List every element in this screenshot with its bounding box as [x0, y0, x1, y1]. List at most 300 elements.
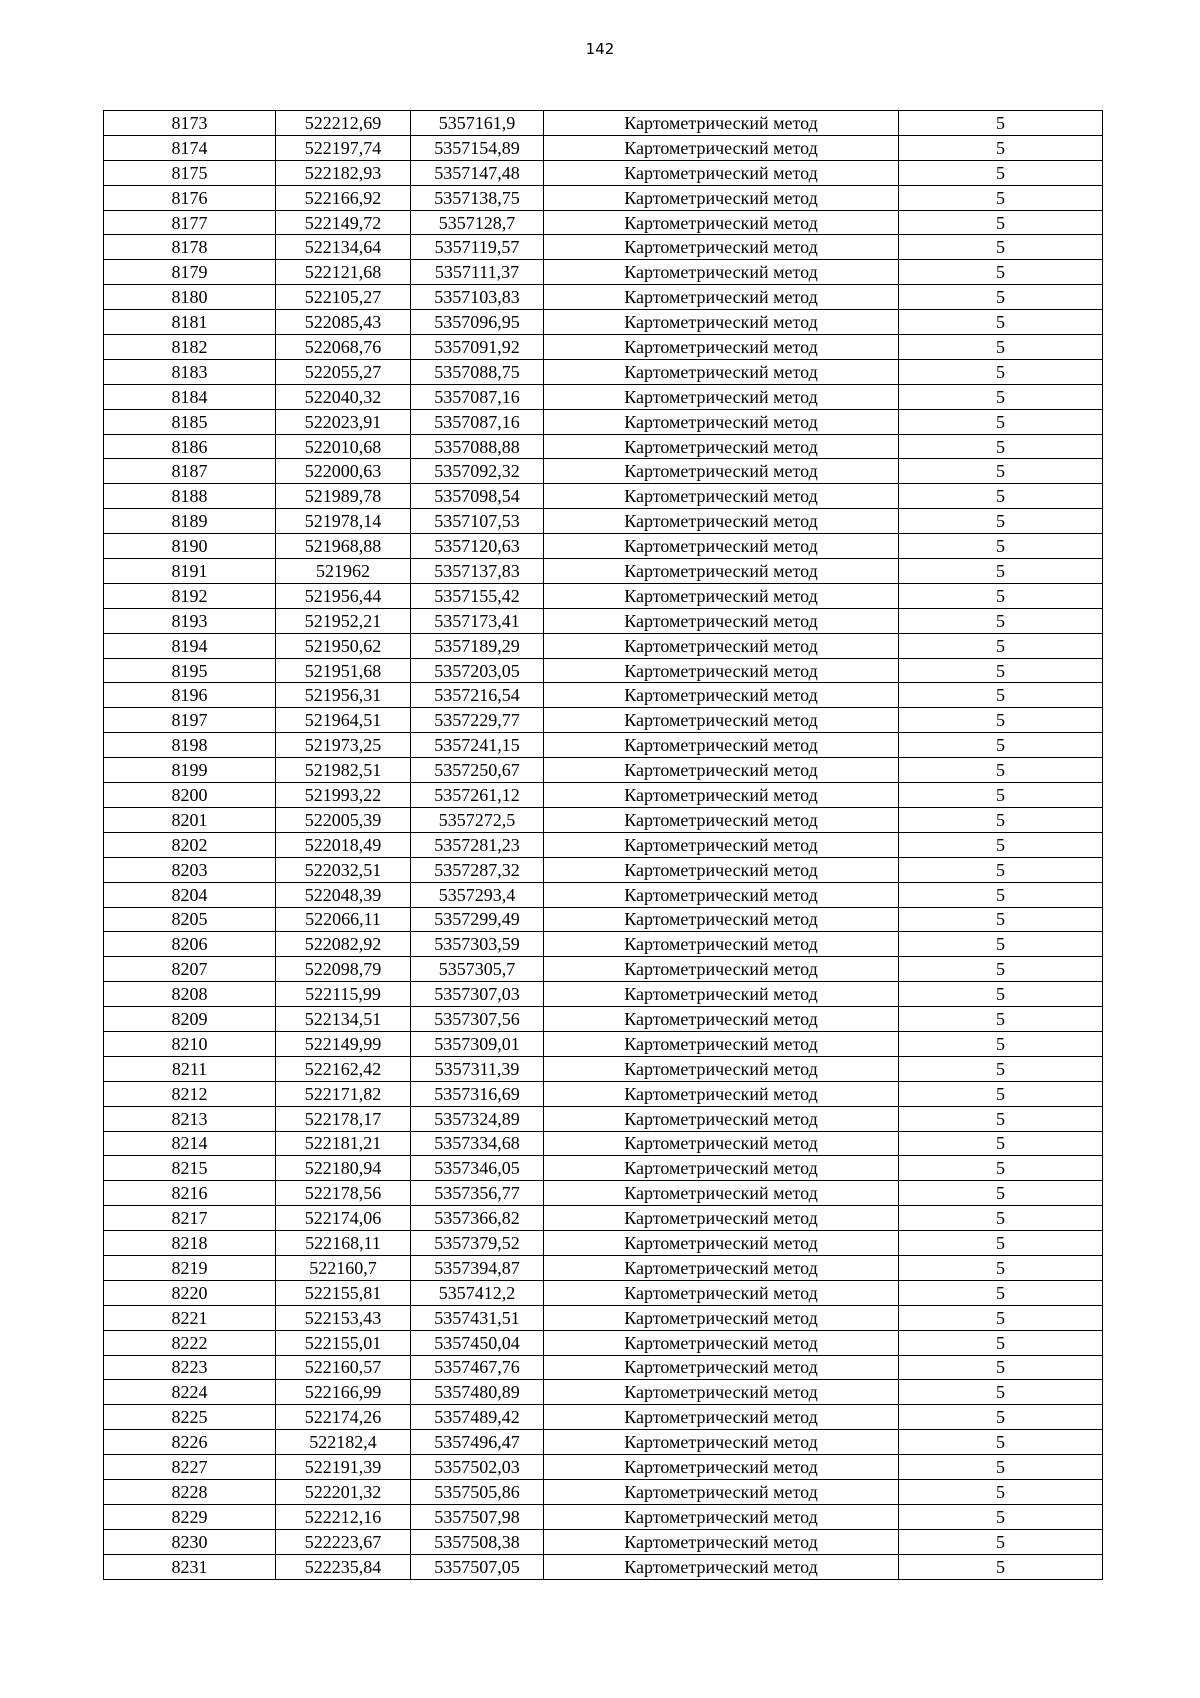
accuracy-cell: 5: [899, 857, 1103, 882]
table-row: [104, 1380, 1103, 1405]
accuracy-cell: 5: [899, 1529, 1103, 1554]
y-coordinate-cell: 5357303,59: [411, 932, 544, 957]
method-cell: Картометрический метод: [544, 1504, 899, 1529]
x-coordinate-cell: 522182,93: [276, 160, 411, 185]
table-row: [104, 534, 1103, 559]
point-number-cell: 8221: [104, 1305, 276, 1330]
x-coordinate-cell: 522174,26: [276, 1405, 411, 1430]
method-cell: Картометрический метод: [544, 1280, 899, 1305]
table-row: [104, 509, 1103, 534]
table-row: [104, 857, 1103, 882]
method-cell: Картометрический метод: [544, 260, 899, 285]
x-coordinate-cell: 521964,51: [276, 708, 411, 733]
accuracy-cell: 5: [899, 957, 1103, 982]
y-coordinate-cell: 5357379,52: [411, 1231, 544, 1256]
point-number-cell: 8174: [104, 135, 276, 160]
y-coordinate-cell: 5357147,48: [411, 160, 544, 185]
x-coordinate-cell: 522055,27: [276, 359, 411, 384]
method-cell: Картометрический метод: [544, 484, 899, 509]
point-number-cell: 8209: [104, 1007, 276, 1032]
point-number-cell: 8217: [104, 1206, 276, 1231]
point-number-cell: 8192: [104, 583, 276, 608]
y-coordinate-cell: 5357098,54: [411, 484, 544, 509]
table-row: [104, 832, 1103, 857]
point-number-cell: 8185: [104, 409, 276, 434]
point-number-cell: 8187: [104, 459, 276, 484]
point-number-cell: 8198: [104, 733, 276, 758]
table-row: [104, 1156, 1103, 1181]
point-number-cell: 8229: [104, 1504, 276, 1529]
method-cell: Картометрический метод: [544, 1554, 899, 1579]
x-coordinate-cell: 521951,68: [276, 658, 411, 683]
method-cell: Картометрический метод: [544, 1181, 899, 1206]
accuracy-cell: 5: [899, 260, 1103, 285]
point-number-cell: 8206: [104, 932, 276, 957]
accuracy-cell: 5: [899, 1554, 1103, 1579]
point-number-cell: 8212: [104, 1081, 276, 1106]
accuracy-cell: 5: [899, 583, 1103, 608]
method-cell: Картометрический метод: [544, 1131, 899, 1156]
accuracy-cell: 5: [899, 683, 1103, 708]
y-coordinate-cell: 5357505,86: [411, 1479, 544, 1504]
method-cell: Картометрический метод: [544, 1106, 899, 1131]
method-cell: Картометрический метод: [544, 633, 899, 658]
y-coordinate-cell: 5357087,16: [411, 384, 544, 409]
accuracy-cell: 5: [899, 509, 1103, 534]
point-number-cell: 8207: [104, 957, 276, 982]
method-cell: Картометрический метод: [544, 1355, 899, 1380]
y-coordinate-cell: 5357450,04: [411, 1330, 544, 1355]
accuracy-cell: 5: [899, 235, 1103, 260]
point-number-cell: 8184: [104, 384, 276, 409]
accuracy-cell: 5: [899, 210, 1103, 235]
accuracy-cell: 5: [899, 1181, 1103, 1206]
y-coordinate-cell: 5357394,87: [411, 1255, 544, 1280]
x-coordinate-cell: 522066,11: [276, 907, 411, 932]
table-row: [104, 758, 1103, 783]
y-coordinate-cell: 5357431,51: [411, 1305, 544, 1330]
method-cell: Картометрический метод: [544, 1330, 899, 1355]
point-number-cell: 8181: [104, 310, 276, 335]
method-cell: Картометрический метод: [544, 1007, 899, 1032]
accuracy-cell: 5: [899, 285, 1103, 310]
table-row: [104, 559, 1103, 584]
x-coordinate-cell: 522134,51: [276, 1007, 411, 1032]
x-coordinate-cell: 522197,74: [276, 135, 411, 160]
accuracy-cell: 5: [899, 832, 1103, 857]
y-coordinate-cell: 5357366,82: [411, 1206, 544, 1231]
method-cell: Картометрический метод: [544, 335, 899, 360]
table-row: [104, 733, 1103, 758]
x-coordinate-cell: 522000,63: [276, 459, 411, 484]
method-cell: Картометрический метод: [544, 285, 899, 310]
accuracy-cell: 5: [899, 1280, 1103, 1305]
method-cell: Картометрический метод: [544, 1455, 899, 1480]
method-cell: Картометрический метод: [544, 957, 899, 982]
point-number-cell: 8218: [104, 1231, 276, 1256]
table-row: [104, 1106, 1103, 1131]
y-coordinate-cell: 5357241,15: [411, 733, 544, 758]
accuracy-cell: 5: [899, 1504, 1103, 1529]
y-coordinate-cell: 5357309,01: [411, 1031, 544, 1056]
method-cell: Картометрический метод: [544, 459, 899, 484]
accuracy-cell: 5: [899, 658, 1103, 683]
table-row: [104, 1330, 1103, 1355]
x-coordinate-cell: 522134,64: [276, 235, 411, 260]
accuracy-cell: 5: [899, 1131, 1103, 1156]
accuracy-cell: 5: [899, 882, 1103, 907]
x-coordinate-cell: 522182,4: [276, 1430, 411, 1455]
x-coordinate-cell: 522085,43: [276, 310, 411, 335]
point-number-cell: 8194: [104, 633, 276, 658]
point-number-cell: 8202: [104, 832, 276, 857]
y-coordinate-cell: 5357311,39: [411, 1056, 544, 1081]
accuracy-cell: 5: [899, 310, 1103, 335]
method-cell: Картометрический метод: [544, 559, 899, 584]
method-cell: Картометрический метод: [544, 384, 899, 409]
y-coordinate-cell: 5357412,2: [411, 1280, 544, 1305]
table-row: [104, 1007, 1103, 1032]
accuracy-cell: 5: [899, 1305, 1103, 1330]
table-row: [104, 210, 1103, 235]
method-cell: Картометрический метод: [544, 932, 899, 957]
method-cell: Картометрический метод: [544, 135, 899, 160]
accuracy-cell: 5: [899, 434, 1103, 459]
table-row: [104, 1479, 1103, 1504]
accuracy-cell: 5: [899, 409, 1103, 434]
method-cell: Картометрический метод: [544, 857, 899, 882]
x-coordinate-cell: 522115,99: [276, 982, 411, 1007]
method-cell: Картометрический метод: [544, 783, 899, 808]
table-row: [104, 683, 1103, 708]
point-number-cell: 8225: [104, 1405, 276, 1430]
y-coordinate-cell: 5357507,98: [411, 1504, 544, 1529]
x-coordinate-cell: 522155,01: [276, 1330, 411, 1355]
table-row: [104, 1529, 1103, 1554]
point-number-cell: 8219: [104, 1255, 276, 1280]
accuracy-cell: 5: [899, 807, 1103, 832]
accuracy-cell: 5: [899, 1231, 1103, 1256]
accuracy-cell: 5: [899, 359, 1103, 384]
y-coordinate-cell: 5357281,23: [411, 832, 544, 857]
y-coordinate-cell: 5357467,76: [411, 1355, 544, 1380]
y-coordinate-cell: 5357119,57: [411, 235, 544, 260]
y-coordinate-cell: 5357088,88: [411, 434, 544, 459]
table-row: [104, 384, 1103, 409]
y-coordinate-cell: 5357128,7: [411, 210, 544, 235]
y-coordinate-cell: 5357120,63: [411, 534, 544, 559]
table-row: [104, 1206, 1103, 1231]
method-cell: Картометрический метод: [544, 832, 899, 857]
table-row: [104, 285, 1103, 310]
table-row: [104, 982, 1103, 1007]
y-coordinate-cell: 5357489,42: [411, 1405, 544, 1430]
table-row: [104, 1305, 1103, 1330]
method-cell: Картометрический метод: [544, 1380, 899, 1405]
x-coordinate-cell: 522018,49: [276, 832, 411, 857]
x-coordinate-cell: 522162,42: [276, 1056, 411, 1081]
y-coordinate-cell: 5357216,54: [411, 683, 544, 708]
accuracy-cell: 5: [899, 1405, 1103, 1430]
y-coordinate-cell: 5357161,9: [411, 111, 544, 136]
accuracy-cell: 5: [899, 160, 1103, 185]
x-coordinate-cell: 522178,56: [276, 1181, 411, 1206]
x-coordinate-cell: 522168,11: [276, 1231, 411, 1256]
y-coordinate-cell: 5357502,03: [411, 1455, 544, 1480]
table-row: [104, 135, 1103, 160]
x-coordinate-cell: 521956,31: [276, 683, 411, 708]
point-number-cell: 8211: [104, 1056, 276, 1081]
point-number-cell: 8186: [104, 434, 276, 459]
method-cell: Картометрический метод: [544, 1255, 899, 1280]
table-row: [104, 260, 1103, 285]
accuracy-cell: 5: [899, 608, 1103, 633]
point-number-cell: 8190: [104, 534, 276, 559]
x-coordinate-cell: 522235,84: [276, 1554, 411, 1579]
y-coordinate-cell: 5357250,67: [411, 758, 544, 783]
table-row: [104, 434, 1103, 459]
accuracy-cell: 5: [899, 1007, 1103, 1032]
accuracy-cell: 5: [899, 708, 1103, 733]
y-coordinate-cell: 5357107,53: [411, 509, 544, 534]
table-row: [104, 583, 1103, 608]
y-coordinate-cell: 5357229,77: [411, 708, 544, 733]
x-coordinate-cell: 522160,57: [276, 1355, 411, 1380]
point-number-cell: 8213: [104, 1106, 276, 1131]
table-row: [104, 1280, 1103, 1305]
y-coordinate-cell: 5357154,89: [411, 135, 544, 160]
x-coordinate-cell: 521952,21: [276, 608, 411, 633]
point-number-cell: 8227: [104, 1455, 276, 1480]
x-coordinate-cell: 521968,88: [276, 534, 411, 559]
accuracy-cell: 5: [899, 907, 1103, 932]
table-row: [104, 335, 1103, 360]
y-coordinate-cell: 5357091,92: [411, 335, 544, 360]
point-number-cell: 8205: [104, 907, 276, 932]
x-coordinate-cell: 522105,27: [276, 285, 411, 310]
accuracy-cell: 5: [899, 534, 1103, 559]
accuracy-cell: 5: [899, 1081, 1103, 1106]
x-coordinate-cell: 522048,39: [276, 882, 411, 907]
method-cell: Картометрический метод: [544, 111, 899, 136]
x-coordinate-cell: 522040,32: [276, 384, 411, 409]
x-coordinate-cell: 522166,92: [276, 185, 411, 210]
accuracy-cell: 5: [899, 932, 1103, 957]
table-row: [104, 1081, 1103, 1106]
y-coordinate-cell: 5357507,05: [411, 1554, 544, 1579]
method-cell: Картометрический метод: [544, 1405, 899, 1430]
table-row: [104, 1504, 1103, 1529]
x-coordinate-cell: 522149,99: [276, 1031, 411, 1056]
point-number-cell: 8208: [104, 982, 276, 1007]
y-coordinate-cell: 5357111,37: [411, 260, 544, 285]
y-coordinate-cell: 5357103,83: [411, 285, 544, 310]
x-coordinate-cell: 522174,06: [276, 1206, 411, 1231]
x-coordinate-cell: 522121,68: [276, 260, 411, 285]
point-number-cell: 8223: [104, 1355, 276, 1380]
point-number-cell: 8197: [104, 708, 276, 733]
x-coordinate-cell: 521950,62: [276, 633, 411, 658]
point-number-cell: 8193: [104, 608, 276, 633]
method-cell: Картометрический метод: [544, 359, 899, 384]
x-coordinate-cell: 522171,82: [276, 1081, 411, 1106]
y-coordinate-cell: 5357096,95: [411, 310, 544, 335]
page-number: 142: [585, 40, 615, 58]
x-coordinate-cell: 522201,32: [276, 1479, 411, 1504]
point-number-cell: 8214: [104, 1131, 276, 1156]
point-number-cell: 8177: [104, 210, 276, 235]
table-row: [104, 807, 1103, 832]
x-coordinate-cell: 522010,68: [276, 434, 411, 459]
accuracy-cell: 5: [899, 135, 1103, 160]
x-coordinate-cell: 522223,67: [276, 1529, 411, 1554]
point-number-cell: 8175: [104, 160, 276, 185]
table-row: [104, 1455, 1103, 1480]
x-coordinate-cell: 522068,76: [276, 335, 411, 360]
method-cell: Картометрический метод: [544, 1206, 899, 1231]
method-cell: Картометрический метод: [544, 583, 899, 608]
x-coordinate-cell: 522153,43: [276, 1305, 411, 1330]
y-coordinate-cell: 5357334,68: [411, 1131, 544, 1156]
point-number-cell: 8230: [104, 1529, 276, 1554]
accuracy-cell: 5: [899, 1031, 1103, 1056]
x-coordinate-cell: 522149,72: [276, 210, 411, 235]
y-coordinate-cell: 5357261,12: [411, 783, 544, 808]
accuracy-cell: 5: [899, 559, 1103, 584]
point-number-cell: 8178: [104, 235, 276, 260]
method-cell: Картометрический метод: [544, 758, 899, 783]
method-cell: Картометрический метод: [544, 807, 899, 832]
method-cell: Картометрический метод: [544, 1156, 899, 1181]
y-coordinate-cell: 5357189,29: [411, 633, 544, 658]
accuracy-cell: 5: [899, 633, 1103, 658]
table-row: [104, 1554, 1103, 1579]
table-row: [104, 932, 1103, 957]
table-row: [104, 882, 1103, 907]
y-coordinate-cell: 5357173,41: [411, 608, 544, 633]
accuracy-cell: 5: [899, 384, 1103, 409]
point-number-cell: 8176: [104, 185, 276, 210]
table-row: [104, 1405, 1103, 1430]
point-number-cell: 8200: [104, 783, 276, 808]
y-coordinate-cell: 5357203,05: [411, 658, 544, 683]
point-number-cell: 8188: [104, 484, 276, 509]
method-cell: Картометрический метод: [544, 210, 899, 235]
x-coordinate-cell: 522178,17: [276, 1106, 411, 1131]
y-coordinate-cell: 5357496,47: [411, 1430, 544, 1455]
method-cell: Картометрический метод: [544, 882, 899, 907]
point-number-cell: 8224: [104, 1380, 276, 1405]
point-number-cell: 8204: [104, 882, 276, 907]
point-number-cell: 8231: [104, 1554, 276, 1579]
table-row: [104, 409, 1103, 434]
point-number-cell: 8183: [104, 359, 276, 384]
y-coordinate-cell: 5357272,5: [411, 807, 544, 832]
point-number-cell: 8180: [104, 285, 276, 310]
y-coordinate-cell: 5357508,38: [411, 1529, 544, 1554]
method-cell: Картометрический метод: [544, 982, 899, 1007]
point-number-cell: 8201: [104, 807, 276, 832]
y-coordinate-cell: 5357324,89: [411, 1106, 544, 1131]
x-coordinate-cell: 521989,78: [276, 484, 411, 509]
method-cell: Картометрический метод: [544, 235, 899, 260]
point-number-cell: 8191: [104, 559, 276, 584]
x-coordinate-cell: 522032,51: [276, 857, 411, 882]
accuracy-cell: 5: [899, 185, 1103, 210]
table-row: [104, 359, 1103, 384]
accuracy-cell: 5: [899, 459, 1103, 484]
method-cell: Картометрический метод: [544, 708, 899, 733]
x-coordinate-cell: 521978,14: [276, 509, 411, 534]
x-coordinate-cell: 522181,21: [276, 1131, 411, 1156]
point-number-cell: 8199: [104, 758, 276, 783]
x-coordinate-cell: 522166,99: [276, 1380, 411, 1405]
method-cell: Картометрический метод: [544, 434, 899, 459]
point-number-cell: 8226: [104, 1430, 276, 1455]
method-cell: Картометрический метод: [544, 160, 899, 185]
x-coordinate-cell: 522212,69: [276, 111, 411, 136]
point-number-cell: 8173: [104, 111, 276, 136]
method-cell: Картометрический метод: [544, 658, 899, 683]
y-coordinate-cell: 5357480,89: [411, 1380, 544, 1405]
point-number-cell: 8196: [104, 683, 276, 708]
point-number-cell: 8182: [104, 335, 276, 360]
table-row: [104, 160, 1103, 185]
table-row: [104, 1255, 1103, 1280]
table-row: [104, 1131, 1103, 1156]
x-coordinate-cell: 522005,39: [276, 807, 411, 832]
accuracy-cell: 5: [899, 1355, 1103, 1380]
accuracy-cell: 5: [899, 982, 1103, 1007]
coordinates-table-body: [104, 111, 1103, 1580]
y-coordinate-cell: 5357092,32: [411, 459, 544, 484]
table-row: [104, 235, 1103, 260]
y-coordinate-cell: 5357087,16: [411, 409, 544, 434]
table-row: [104, 1430, 1103, 1455]
accuracy-cell: 5: [899, 1430, 1103, 1455]
accuracy-cell: 5: [899, 484, 1103, 509]
y-coordinate-cell: 5357305,7: [411, 957, 544, 982]
point-number-cell: 8203: [104, 857, 276, 882]
method-cell: Картометрический метод: [544, 185, 899, 210]
method-cell: Картометрический метод: [544, 310, 899, 335]
method-cell: Картометрический метод: [544, 1056, 899, 1081]
table-row: [104, 111, 1103, 136]
accuracy-cell: 5: [899, 1056, 1103, 1081]
table-row: [104, 783, 1103, 808]
y-coordinate-cell: 5357299,49: [411, 907, 544, 932]
method-cell: Картометрический метод: [544, 1231, 899, 1256]
table-row: [104, 1056, 1103, 1081]
x-coordinate-cell: 521993,22: [276, 783, 411, 808]
table-row: [104, 708, 1103, 733]
accuracy-cell: 5: [899, 1255, 1103, 1280]
y-coordinate-cell: 5357137,83: [411, 559, 544, 584]
accuracy-cell: 5: [899, 1479, 1103, 1504]
x-coordinate-cell: 522098,79: [276, 957, 411, 982]
method-cell: Картометрический метод: [544, 733, 899, 758]
x-coordinate-cell: 522191,39: [276, 1455, 411, 1480]
point-number-cell: 8210: [104, 1031, 276, 1056]
point-number-cell: 8215: [104, 1156, 276, 1181]
point-number-cell: 8220: [104, 1280, 276, 1305]
y-coordinate-cell: 5357138,75: [411, 185, 544, 210]
accuracy-cell: 5: [899, 1106, 1103, 1131]
point-number-cell: 8216: [104, 1181, 276, 1206]
method-cell: Картометрический метод: [544, 409, 899, 434]
y-coordinate-cell: 5357346,05: [411, 1156, 544, 1181]
method-cell: Картометрический метод: [544, 608, 899, 633]
